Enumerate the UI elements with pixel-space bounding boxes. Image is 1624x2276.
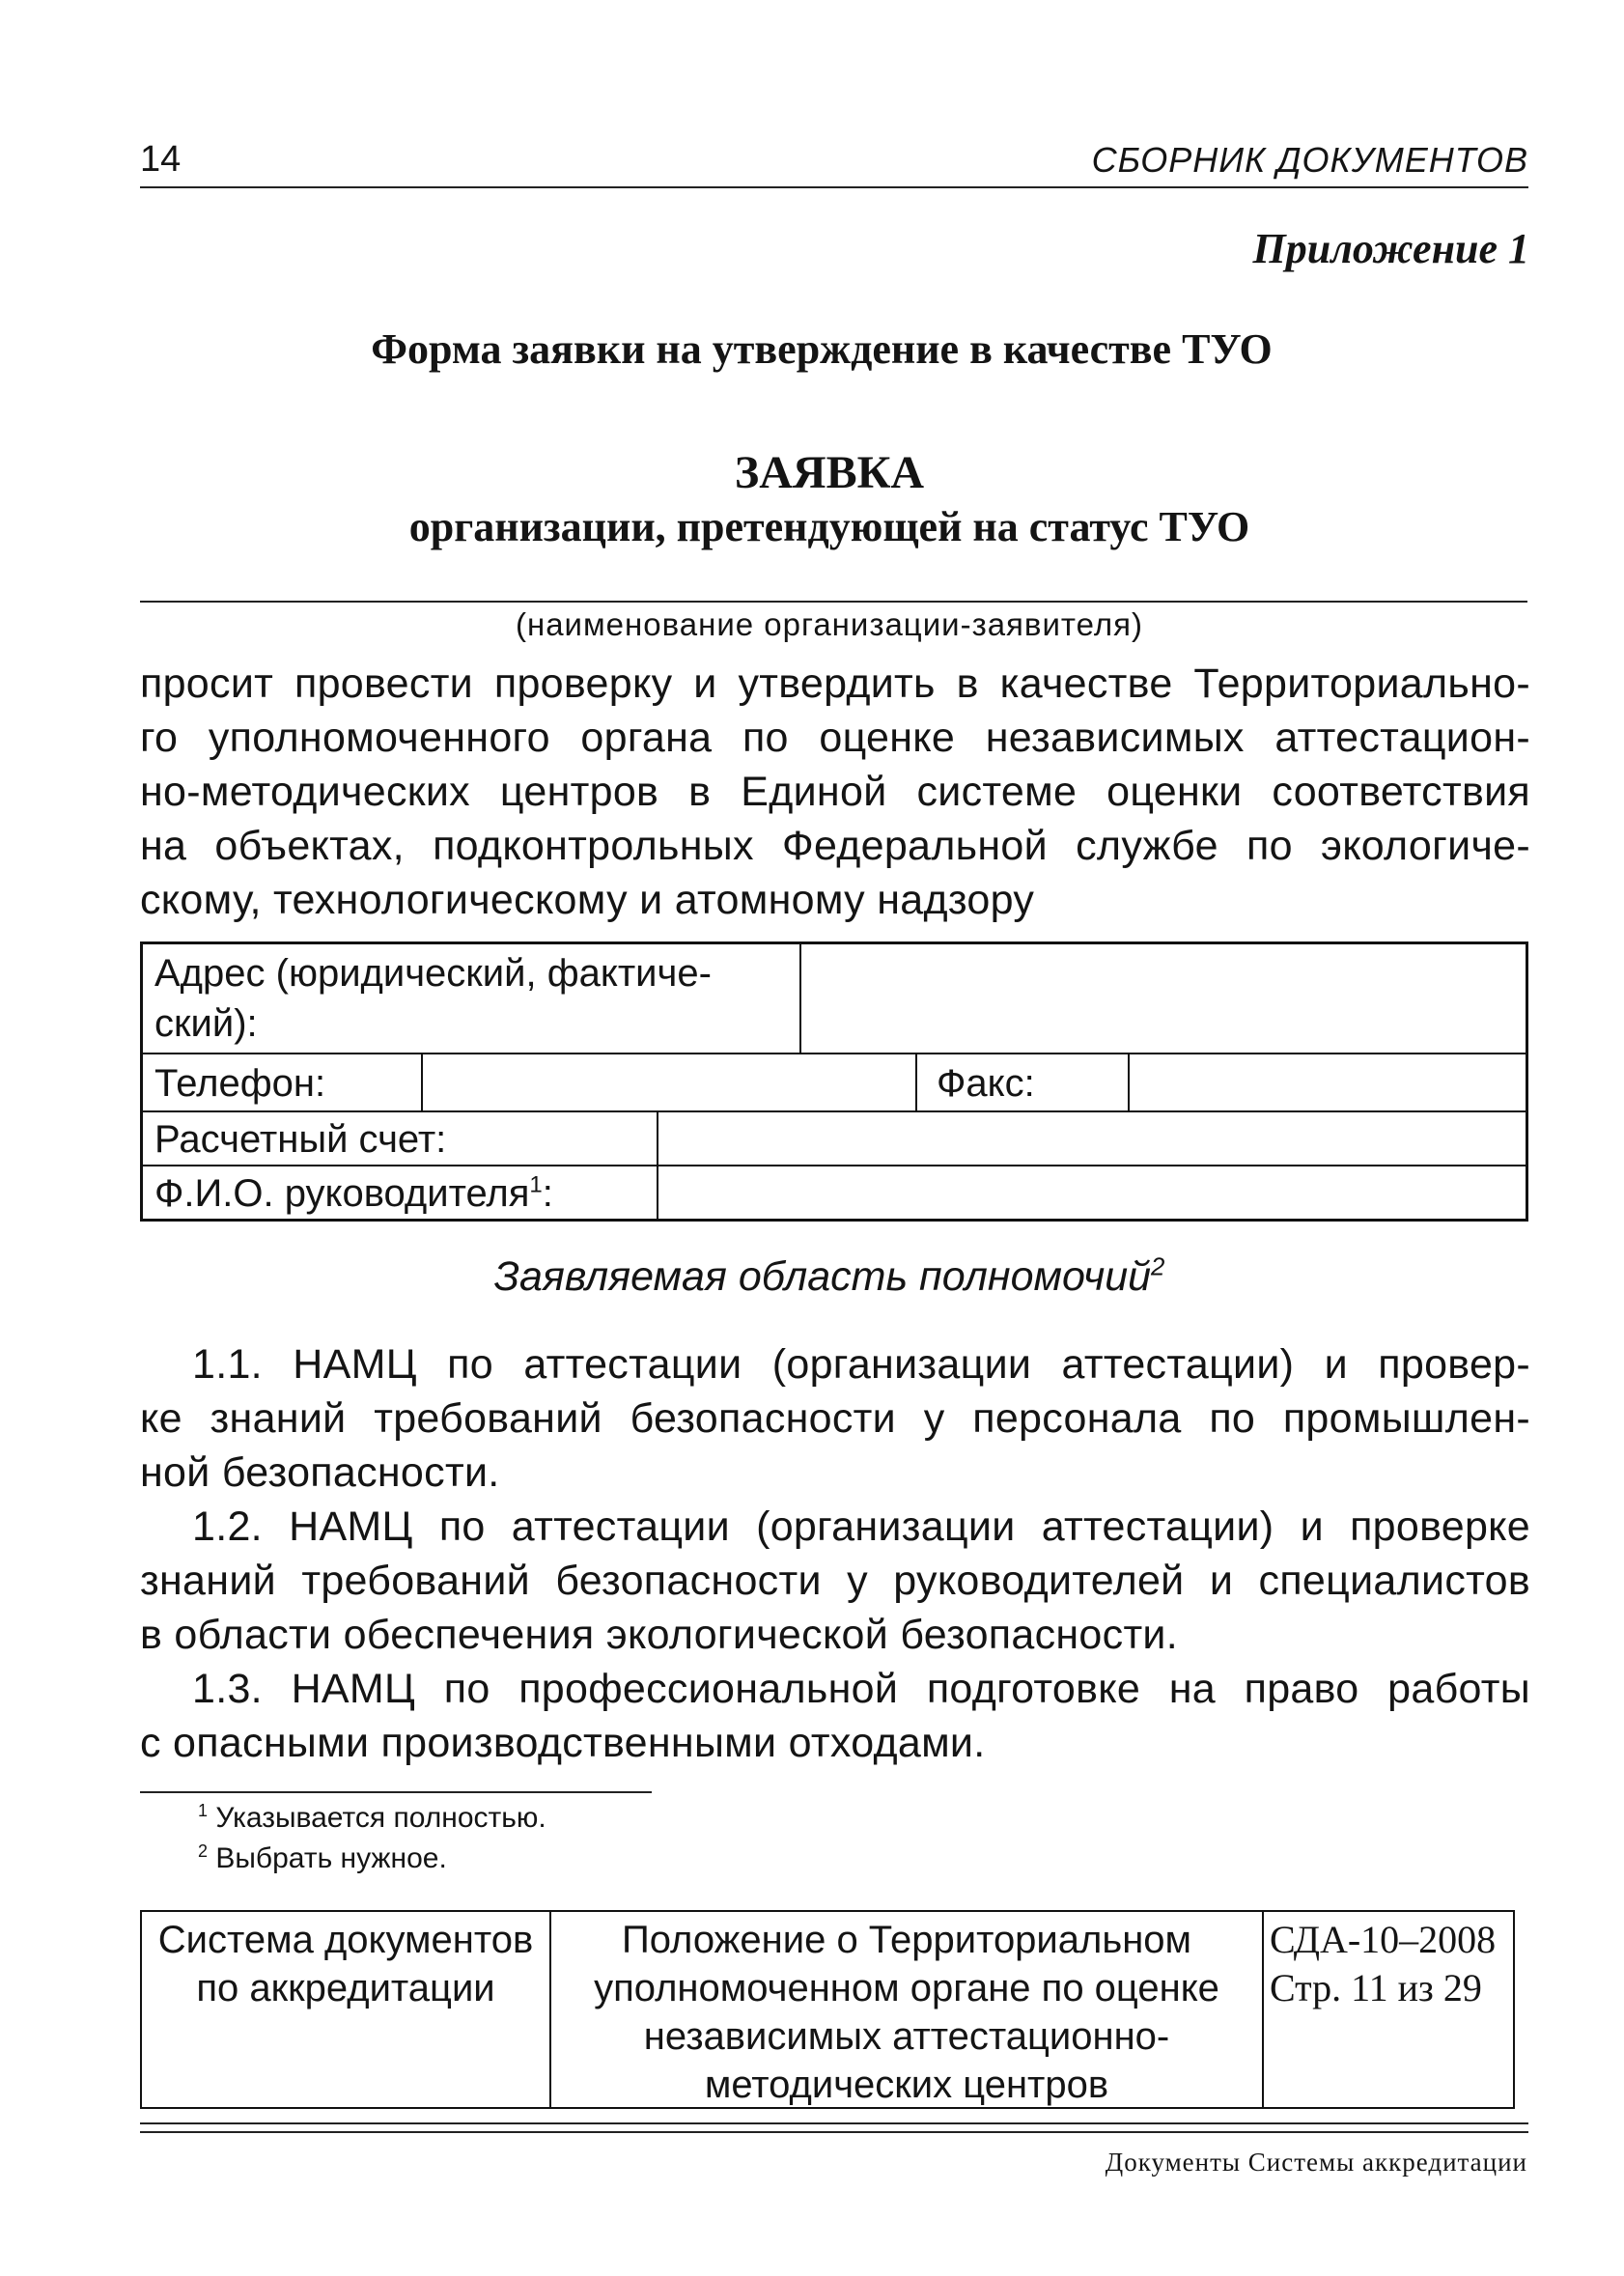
scope-item-line: ке знаний требований безопасности у персонала по промышлен- [140,1395,1530,1442]
collection-title: СБОРНИК ДОКУМЕНТОВ [1091,140,1528,180]
code-cell [1264,1912,1513,2107]
head-name-value-field[interactable] [662,1168,1522,1217]
page-number: 14 [140,139,182,180]
document-title-cell [551,1912,1262,2107]
applicant-details-table [140,941,1528,1222]
system-line: по аккредитации [196,1967,495,2009]
footnote-text: Указывается полностью. [215,1802,546,1834]
scope-items [140,1337,1530,1770]
body-line: но-методических центров в Единой системе оценки соответствия [140,769,1530,815]
application-body [140,657,1530,927]
table-divider [915,1053,917,1110]
footnote-text: Выбрать нужное. [215,1842,447,1874]
body-line: на объектах, подконтрольных Федеральной службе по экологиче- [140,823,1530,869]
body-line: скому, технологическому и атомному надзору [140,877,1035,923]
scope-item-line: 1.1. НАМЦ по аттестации (организации аттестации) и провер- [192,1341,1530,1388]
system-line: Система документов [157,1919,534,1961]
footnote-ref: 2 [1151,1253,1165,1281]
table-divider [799,944,801,1053]
scope-item-line: 1.3. НАМЦ по профессиональной подготовке на право работы [192,1666,1530,1712]
application-title: ЗАЯВКА [734,447,925,498]
phone-value-field[interactable] [427,1056,910,1107]
footnote-rule [140,1791,652,1793]
account-label: Расчетный счет: [154,1118,447,1161]
head-name-label-suffix: : [542,1172,553,1215]
footnote-ref: 1 [529,1171,543,1198]
body-line: го уполномоченного органа по оценке независимых аттестацион- [140,715,1530,761]
footnote-mark: 2 [198,1841,209,1861]
running-header [140,138,1528,188]
document-title-line: Положение о Территориальном [621,1919,1192,1961]
document-title-line: независимых аттестационно- [643,2015,1170,2058]
scope-title: Заявляемая область полномочий [493,1253,1152,1300]
appendix-label: Приложение 1 [1252,225,1529,272]
organization-name-line [140,601,1527,603]
footnote [198,1839,546,1879]
scope-item-line: в области обеспечения экологической безопасности. [140,1612,1179,1658]
table-divider [143,1165,1526,1166]
fax-value-field[interactable] [1134,1056,1520,1107]
head-name-label-text: Ф.И.О. руководителя [154,1172,530,1215]
document-title-line: методических центров [704,2064,1109,2106]
document-page-ref: Стр. 11 из 29 [1270,1966,1482,2009]
document-info-table [140,1910,1515,2109]
address-value-field[interactable] [811,948,1526,1049]
header-rule [140,186,1528,188]
phone-label: Телефон: [154,1062,326,1105]
footnote [198,1798,546,1839]
fax-label: Факс: [937,1062,1035,1105]
scope-item-line: 1.2. НАМЦ по аттестации (организации аттестации) и проверке [192,1503,1530,1550]
footnotes [198,1798,546,1879]
application-subtitle: организации, претендующей на статус ТУО [408,503,1250,550]
form-title: Форма заявки на утверждение в качестве ТУО [371,325,1273,373]
scope-item-line: знаний требований безопасности у руководителей и специалистов [140,1558,1530,1604]
table-divider [421,1053,423,1110]
address-label-line: ский): [154,1002,258,1045]
footnote-mark: 1 [198,1801,209,1820]
body-line: просит провести проверку и утвердить в качестве Территориально- [140,660,1530,707]
scope-heading [0,1253,1624,1301]
table-divider [143,1110,1526,1112]
document-code: СДА-10–2008 [1270,1918,1497,1961]
table-divider [1128,1053,1130,1110]
scope-item-line: с опасными производственными отходами. [140,1720,986,1766]
system-cell [142,1912,549,2107]
table-divider [143,1053,1526,1054]
address-label-line: Адрес (юридический, фактиче- [154,952,712,995]
footer-rule [140,2131,1528,2133]
account-value-field[interactable] [662,1114,1522,1163]
scope-item-line: ной безопасности. [140,1449,500,1496]
organization-name-caption: (наименование организации-заявителя) [515,606,1143,642]
document-title-line: уполномоченном органе по оценке [594,1967,1219,2009]
footer-rule [140,2122,1528,2124]
head-name-label [154,1168,553,1219]
footer-text: Документы Системы аккредитации [1105,2148,1527,2177]
